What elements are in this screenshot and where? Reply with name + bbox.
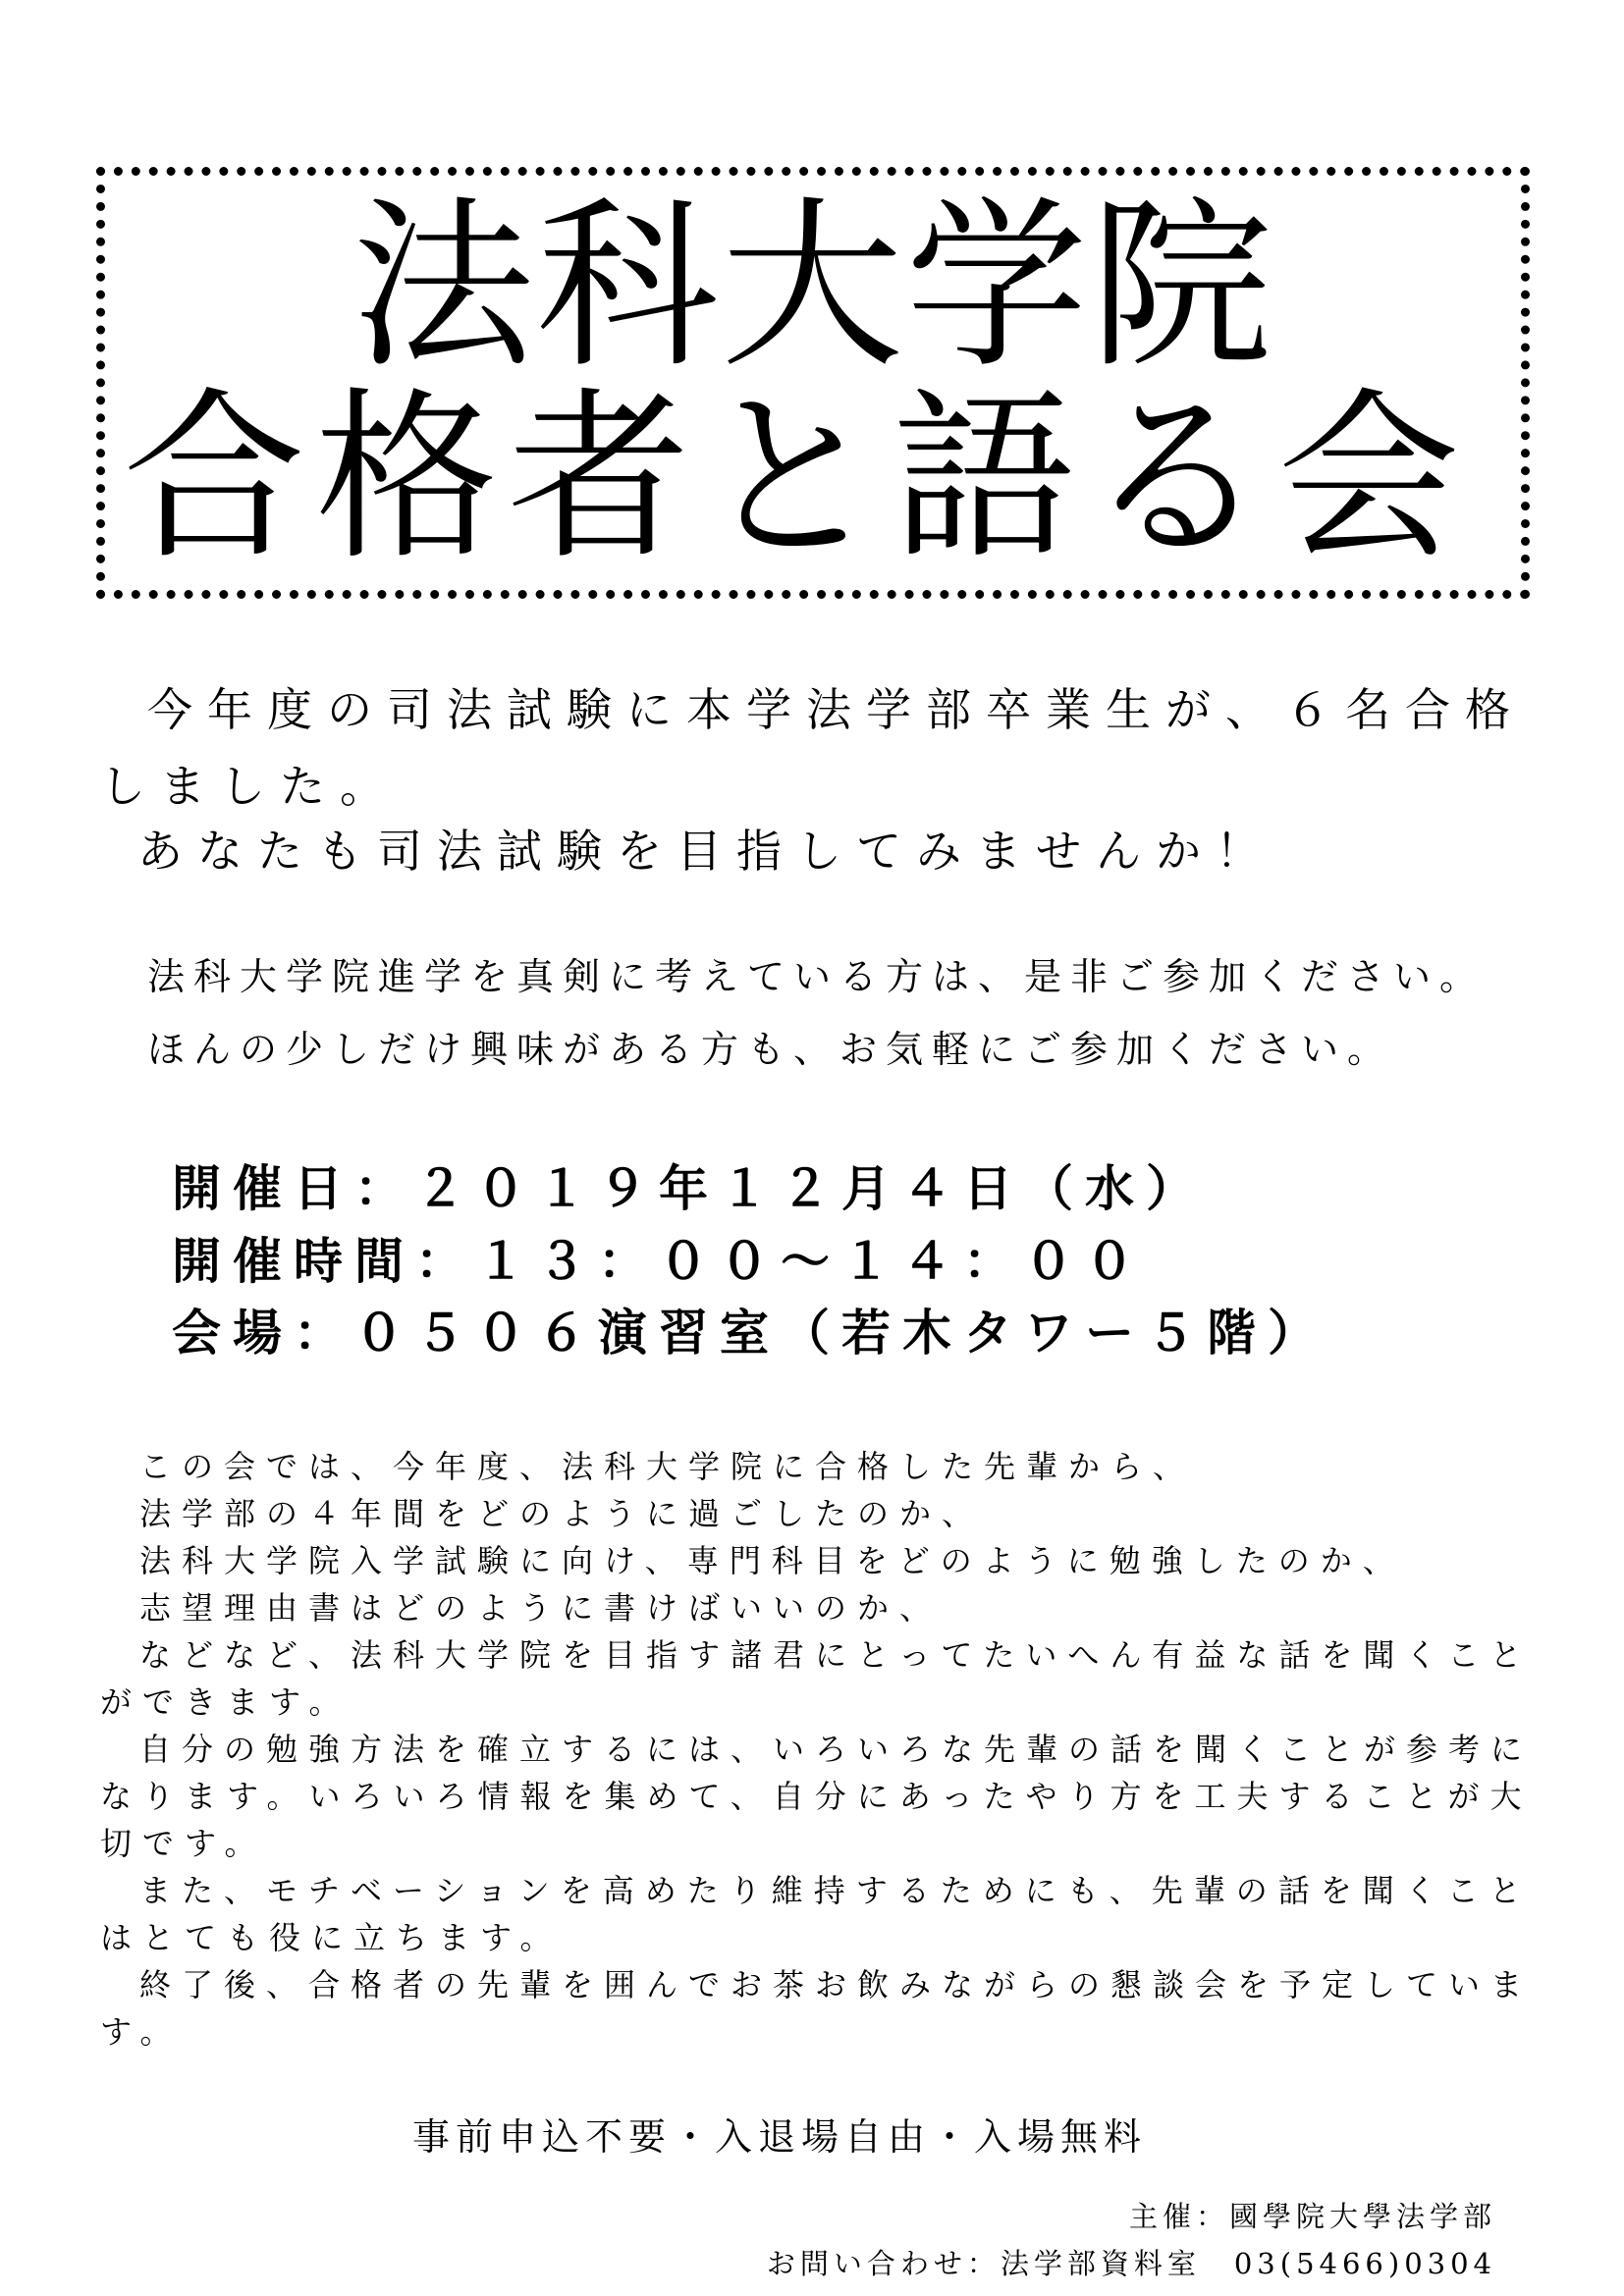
event-date: 開催日：２０１９年１２月４日（水） (172, 1160, 1207, 1217)
title-line-2: 合格者と語る会 (123, 371, 1471, 584)
admission-notice: 事前申込不要・入退場自由・入場無料 (412, 2115, 1148, 2159)
body-line-13: す。 (100, 2013, 183, 2051)
body-line-4: 志望理由書はどのように書けばいいのか、 (139, 1589, 943, 1627)
body-line-12: 終了後、合格者の先輩を囲んでお茶お飲みながらの懇談会を予定していま (139, 1966, 1534, 2003)
intro-line-3: あなたも司法試験を目指してみませんか！ (137, 825, 1275, 878)
title-line-1: 法科大学院 (351, 180, 1274, 393)
event-venue: 会場：０５０６演習室（若木タワー５階） (172, 1305, 1328, 1362)
body-line-1: この会では、今年度、法科大学院に合格した先輩から、 (139, 1448, 1196, 1485)
invite-line-1: 法科大学院進学を真剣に考えている方は、是非ご参加ください。 (147, 955, 1487, 998)
intro-line-1: 今年度の司法試験に本学法学部卒業生が、６名合格 (147, 683, 1525, 736)
body-line-3: 法科大学院入学試験に向け、専門科目をどのように勉強したのか、 (139, 1542, 1405, 1579)
title-box (96, 167, 1530, 599)
body-line-8: なります。いろいろ情報を集めて、自分にあったやり方を工夫することが大 (100, 1778, 1533, 1815)
body-line-5: などなど、法科大学院を目指す諸君にとってたいへん有益な話を聞くこと (139, 1636, 1533, 1674)
organizer: 主催：國學院大學法学部 (1128, 2200, 1496, 2233)
invite-line-2: ほんの少しだけ興味がある方も、お気軽にご参加ください。 (147, 1028, 1394, 1071)
body-line-6: ができます。 (100, 1683, 352, 1721)
event-time: 開催時間：１３：００～１４：００ (172, 1233, 1146, 1290)
body-line-7: 自分の勉強方法を確立するには、いろいろな先輩の話を聞くことが参考に (139, 1731, 1534, 1768)
body-line-11: はとても役に立ちます。 (100, 1919, 563, 1956)
intro-line-2: しました。 (100, 760, 400, 813)
body-line-10: また、モチベーションを高めたり維持するためにも、先輩の話を聞くこと (139, 1872, 1532, 1909)
body-line-2: 法学部の４年間をどのように過ごしたのか、 (139, 1495, 985, 1532)
body-line-9: 切です。 (100, 1825, 267, 1862)
contact-info: お問い合わせ：法学部資料室 03(5466)0304 (766, 2247, 1496, 2280)
